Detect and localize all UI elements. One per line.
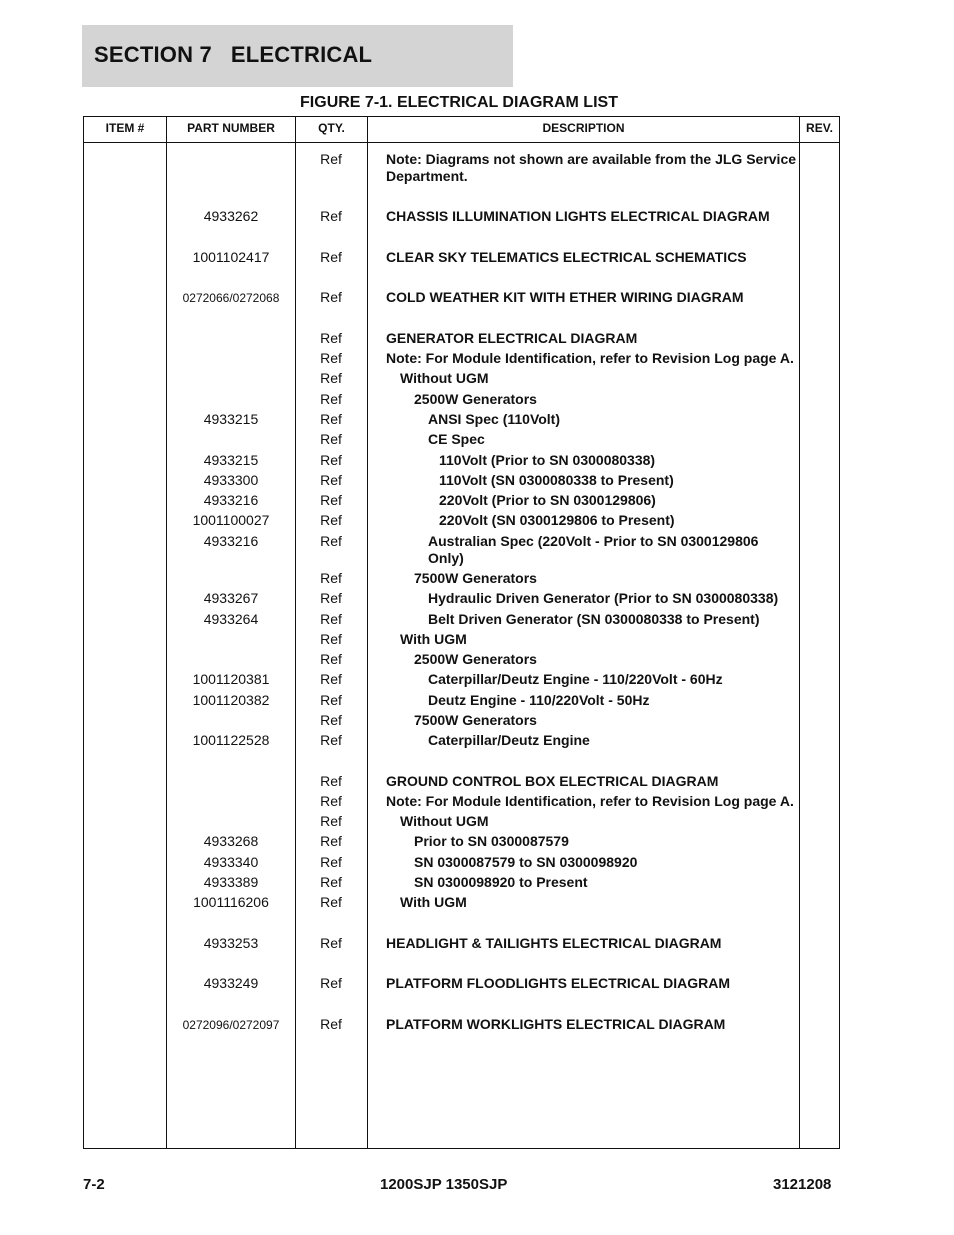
part-number-cell: 1001120382 — [192, 692, 270, 708]
part-number-cell: 0272066/0272068 — [182, 291, 280, 305]
part-number-cell: 4933249 — [203, 975, 259, 991]
qty-cell: Ref — [320, 330, 342, 346]
qty-cell: Ref — [320, 894, 342, 910]
part-number-cell: 4933253 — [203, 935, 259, 951]
qty-cell: Ref — [320, 833, 342, 849]
description-cell: SN 0300098920 to Present — [414, 874, 588, 890]
description-cell: Prior to SN 0300087579 — [414, 833, 569, 849]
description-cell: PLATFORM WORKLIGHTS ELECTRICAL DIAGRAM — [386, 1016, 726, 1032]
part-number-cell: 4933389 — [203, 874, 259, 890]
description-cell: 220Volt (Prior to SN 0300129806) — [439, 492, 656, 508]
part-number-cell: 4933215 — [203, 452, 259, 468]
part-number-cell: 4933262 — [203, 208, 259, 224]
description-cell: Caterpillar/Deutz Engine - 110/220Volt - 60Hz — [428, 671, 723, 687]
qty-cell: Ref — [320, 370, 342, 386]
header-divider — [83, 142, 840, 143]
qty-cell: Ref — [320, 671, 342, 687]
header-description: DESCRIPTION — [542, 121, 625, 135]
qty-cell: Ref — [320, 472, 342, 488]
description-cell: With UGM — [400, 631, 467, 647]
header-item: ITEM # — [105, 121, 145, 135]
description-cell: 110Volt (SN 0300080338 to Present) — [439, 472, 674, 488]
qty-cell: Ref — [320, 935, 342, 951]
part-number-cell: 1001116206 — [193, 894, 269, 910]
description-cell: Note: Diagrams not shown are available from the JLG Service Department. — [386, 151, 797, 184]
description-cell: CHASSIS ILLUMINATION LIGHTS ELECTRICAL DIAGRAM — [386, 208, 770, 224]
part-number-cell: 4933216 — [203, 492, 259, 508]
description-cell: 220Volt (SN 0300129806 to Present) — [439, 512, 675, 528]
description-cell: Without UGM — [400, 813, 489, 829]
qty-cell: Ref — [320, 651, 342, 667]
column-divider — [799, 116, 800, 1149]
document-number: 3121208 — [773, 1176, 832, 1193]
qty-cell: Ref — [320, 611, 342, 627]
description-cell: CE Spec — [428, 431, 485, 447]
qty-cell: Ref — [320, 854, 342, 870]
header-rev: REV. — [806, 121, 833, 135]
qty-cell: Ref — [320, 350, 342, 366]
description-cell: 7500W Generators — [414, 570, 537, 586]
qty-cell: Ref — [320, 431, 342, 447]
description-cell: GENERATOR ELECTRICAL DIAGRAM — [386, 330, 638, 346]
section-title: SECTION 7 ELECTRICAL — [94, 42, 373, 67]
page-number: 7-2 — [83, 1176, 105, 1193]
qty-cell: Ref — [320, 692, 342, 708]
part-number-cell: 4933216 — [203, 533, 259, 549]
header-part-number: PART NUMBER — [187, 121, 275, 135]
part-number-cell: 1001120381 — [192, 671, 270, 687]
part-number-cell: 4933264 — [203, 611, 259, 627]
qty-cell: Ref — [320, 249, 342, 265]
description-cell: 2500W Generators — [414, 391, 537, 407]
qty-cell: Ref — [320, 874, 342, 890]
qty-cell: Ref — [320, 773, 342, 789]
model-name: 1200SJP 1350SJP — [380, 1176, 508, 1193]
qty-cell: Ref — [320, 732, 342, 748]
description-cell: Caterpillar/Deutz Engine — [428, 732, 590, 748]
qty-cell: Ref — [320, 793, 342, 809]
part-number-cell: 1001122528 — [192, 732, 270, 748]
qty-cell: Ref — [320, 208, 342, 224]
description-cell: Australian Spec (220Volt - Prior to SN 0300129806 Only) — [428, 533, 759, 566]
description-cell: Deutz Engine - 110/220Volt - 50Hz — [428, 692, 650, 708]
description-cell: ANSI Spec (110Volt) — [428, 411, 561, 427]
qty-cell: Ref — [320, 411, 342, 427]
part-number-cell: 4933340 — [203, 854, 259, 870]
description-cell: CLEAR SKY TELEMATICS ELECTRICAL SCHEMATICS — [386, 249, 747, 265]
qty-cell: Ref — [320, 391, 342, 407]
column-divider — [166, 116, 167, 1149]
description-cell: HEADLIGHT & TAILIGHTS ELECTRICAL DIAGRAM — [386, 935, 722, 951]
description-cell: 110Volt (Prior to SN 0300080338) — [439, 452, 656, 468]
description-cell: GROUND CONTROL BOX ELECTRICAL DIAGRAM — [386, 773, 719, 789]
description-cell: Without UGM — [400, 370, 489, 386]
part-number-cell: 1001100027 — [192, 512, 270, 528]
qty-cell: Ref — [320, 631, 342, 647]
part-number-cell: 4933268 — [203, 833, 259, 849]
qty-cell: Ref — [320, 813, 342, 829]
description-cell: Note: For Module Identification, refer to Revision Log page A. — [386, 350, 794, 366]
description-cell: 7500W Generators — [414, 712, 537, 728]
description-cell: Belt Driven Generator (SN 0300080338 to Present) — [428, 611, 760, 627]
description-cell: 2500W Generators — [414, 651, 537, 667]
description-cell: PLATFORM FLOODLIGHTS ELECTRICAL DIAGRAM — [386, 975, 731, 991]
description-cell: COLD WEATHER KIT WITH ETHER WIRING DIAGRAM — [386, 289, 744, 305]
figure-title: FIGURE 7-1. ELECTRICAL DIAGRAM LIST — [300, 94, 618, 111]
part-number-cell: 1001102417 — [192, 249, 270, 265]
description-cell: With UGM — [400, 894, 467, 910]
qty-cell: Ref — [320, 492, 342, 508]
qty-cell: Ref — [320, 590, 342, 606]
part-number-cell: 4933300 — [203, 472, 259, 488]
qty-cell: Ref — [320, 533, 342, 549]
description-cell: Hydraulic Driven Generator (Prior to SN 0300080338) — [428, 590, 779, 606]
part-number-cell: 0272096/0272097 — [182, 1018, 280, 1032]
qty-cell: Ref — [320, 712, 342, 728]
description-cell: Note: For Module Identification, refer to Revision Log page A. — [386, 793, 794, 809]
qty-cell: Ref — [320, 512, 342, 528]
qty-cell: Ref — [320, 1016, 342, 1032]
qty-cell: Ref — [320, 570, 342, 586]
qty-cell: Ref — [320, 289, 342, 305]
description-cell: SN 0300087579 to SN 0300098920 — [414, 854, 638, 870]
qty-cell: Ref — [320, 452, 342, 468]
qty-cell: Ref — [320, 975, 342, 991]
qty-cell: Ref — [320, 151, 342, 167]
header-qty: QTY. — [318, 121, 345, 135]
part-number-cell: 4933215 — [203, 411, 259, 427]
part-number-cell: 4933267 — [203, 590, 259, 606]
column-divider — [367, 116, 368, 1149]
